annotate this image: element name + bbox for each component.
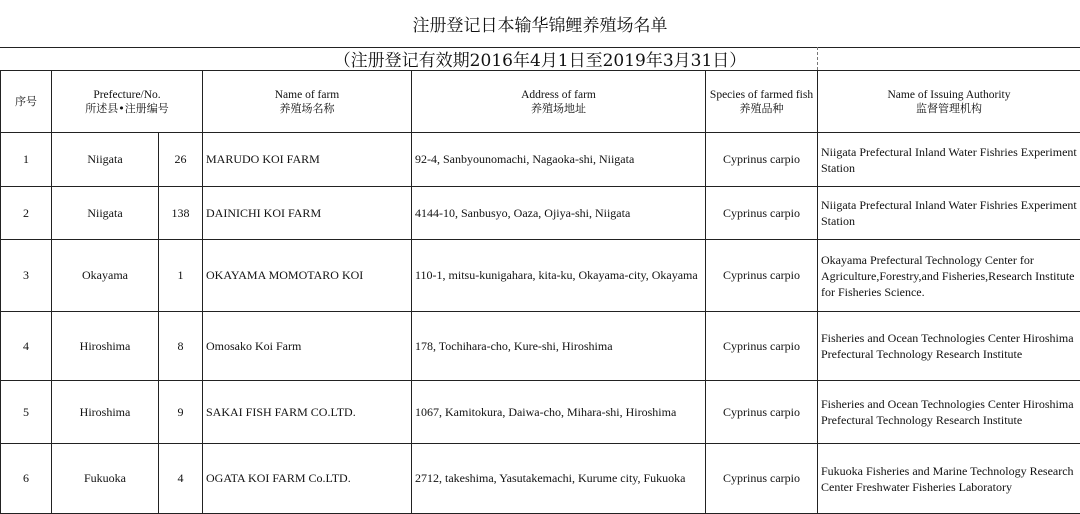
row-prefecture: Niigata bbox=[52, 133, 159, 187]
page-title: 注册登记日本输华锦鲤养殖场名单 bbox=[0, 0, 1080, 48]
row-seq: 6 bbox=[1, 444, 52, 514]
row-prefecture: Niigata bbox=[52, 187, 159, 240]
row-farm-name: MARUDO KOI FARM bbox=[203, 133, 412, 187]
row-seq: 5 bbox=[1, 381, 52, 444]
header-address-en: Address of farm bbox=[412, 88, 705, 102]
validity-period: （注册登记有效期2016年4月1日至2019年3月31日） bbox=[0, 47, 1080, 70]
row-prefecture: Hiroshima bbox=[52, 312, 159, 381]
header-authority bbox=[818, 71, 1080, 133]
row-authority: Fisheries and Ocean Technologies Center Hiroshima Prefectural Technology Research Institute bbox=[818, 381, 1080, 444]
table-row bbox=[1, 187, 1080, 240]
row-seq: 2 bbox=[1, 187, 52, 240]
row-farm-name: OKAYAMA MOMOTARO KOI bbox=[203, 240, 412, 312]
row-seq: 1 bbox=[1, 133, 52, 187]
row-species: Cyprinus carpio bbox=[706, 133, 818, 187]
row-seq: 4 bbox=[1, 312, 52, 381]
row-address: 1067, Kamitokura, Daiwa-cho, Mihara-shi, Hiroshima bbox=[412, 381, 706, 444]
header-seq: 序号 bbox=[1, 71, 52, 133]
header-address bbox=[412, 71, 706, 133]
header-prefecture-en: Prefecture/No. bbox=[52, 88, 202, 102]
row-authority: Niigata Prefectural Inland Water Fishries Experiment Station bbox=[818, 187, 1080, 240]
row-species: Cyprinus carpio bbox=[706, 312, 818, 381]
row-authority: Niigata Prefectural Inland Water Fishries Experiment Station bbox=[818, 133, 1080, 187]
row-farm-name: OGATA KOI FARM Co.LTD. bbox=[203, 444, 412, 514]
row-address: 178, Tochihara-cho, Kure-shi, Hiroshima bbox=[412, 312, 706, 381]
row-reg-no: 9 bbox=[159, 381, 203, 444]
row-farm-name: DAINICHI KOI FARM bbox=[203, 187, 412, 240]
row-address: 4144-10, Sanbusyo, Oaza, Ojiya-shi, Niigata bbox=[412, 187, 706, 240]
row-reg-no: 1 bbox=[159, 240, 203, 312]
farm-table bbox=[0, 70, 1080, 514]
header-authority-en: Name of Issuing Authority bbox=[818, 88, 1080, 102]
row-authority: Fisheries and Ocean Technologies Center Hiroshima Prefectural Technology Research Institute bbox=[818, 312, 1080, 381]
row-reg-no: 4 bbox=[159, 444, 203, 514]
row-authority: Okayama Prefectural Technology Center for Agriculture,Forestry,and Fisheries,Research Institute for Fisheries Science. bbox=[818, 240, 1080, 312]
row-prefecture: Fukuoka bbox=[52, 444, 159, 514]
header-farm-cn: 养殖场名称 bbox=[203, 102, 411, 116]
table-row bbox=[1, 133, 1080, 187]
header-prefecture-cn: 所述县•注册编号 bbox=[52, 102, 202, 116]
table-row bbox=[1, 444, 1080, 514]
row-reg-no: 26 bbox=[159, 133, 203, 187]
row-address: 92-4, Sanbyounomachi, Nagaoka-shi, Niigata bbox=[412, 133, 706, 187]
row-seq: 3 bbox=[1, 240, 52, 312]
row-authority: Fukuoka Fisheries and Marine Technology Research Center Freshwater Fisheries Laboratory bbox=[818, 444, 1080, 514]
header-authority-cn: 监督管理机构 bbox=[818, 102, 1080, 116]
row-farm-name: SAKAI FISH FARM CO.LTD. bbox=[203, 381, 412, 444]
row-species: Cyprinus carpio bbox=[706, 187, 818, 240]
row-reg-no: 8 bbox=[159, 312, 203, 381]
header-species-cn: 养殖品种 bbox=[706, 102, 817, 116]
row-prefecture: Okayama bbox=[52, 240, 159, 312]
table-row bbox=[1, 312, 1080, 381]
row-species: Cyprinus carpio bbox=[706, 381, 818, 444]
header-species bbox=[706, 71, 818, 133]
column-divider bbox=[817, 47, 818, 70]
row-species: Cyprinus carpio bbox=[706, 444, 818, 514]
header-species-en: Species of farmed fish bbox=[706, 88, 817, 102]
header-row bbox=[1, 71, 1080, 133]
row-reg-no: 138 bbox=[159, 187, 203, 240]
header-farm bbox=[203, 71, 412, 133]
table-row bbox=[1, 381, 1080, 444]
header-prefecture bbox=[52, 71, 203, 133]
row-farm-name: Omosako Koi Farm bbox=[203, 312, 412, 381]
table-row bbox=[1, 240, 1080, 312]
row-address: 110-1, mitsu-kunigahara, kita-ku, Okayama-city, Okayama bbox=[412, 240, 706, 312]
row-address: 2712, takeshima, Yasutakemachi, Kurume city, Fukuoka bbox=[412, 444, 706, 514]
header-address-cn: 养殖场地址 bbox=[412, 102, 705, 116]
row-prefecture: Hiroshima bbox=[52, 381, 159, 444]
header-farm-en: Name of farm bbox=[203, 88, 411, 102]
row-species: Cyprinus carpio bbox=[706, 240, 818, 312]
